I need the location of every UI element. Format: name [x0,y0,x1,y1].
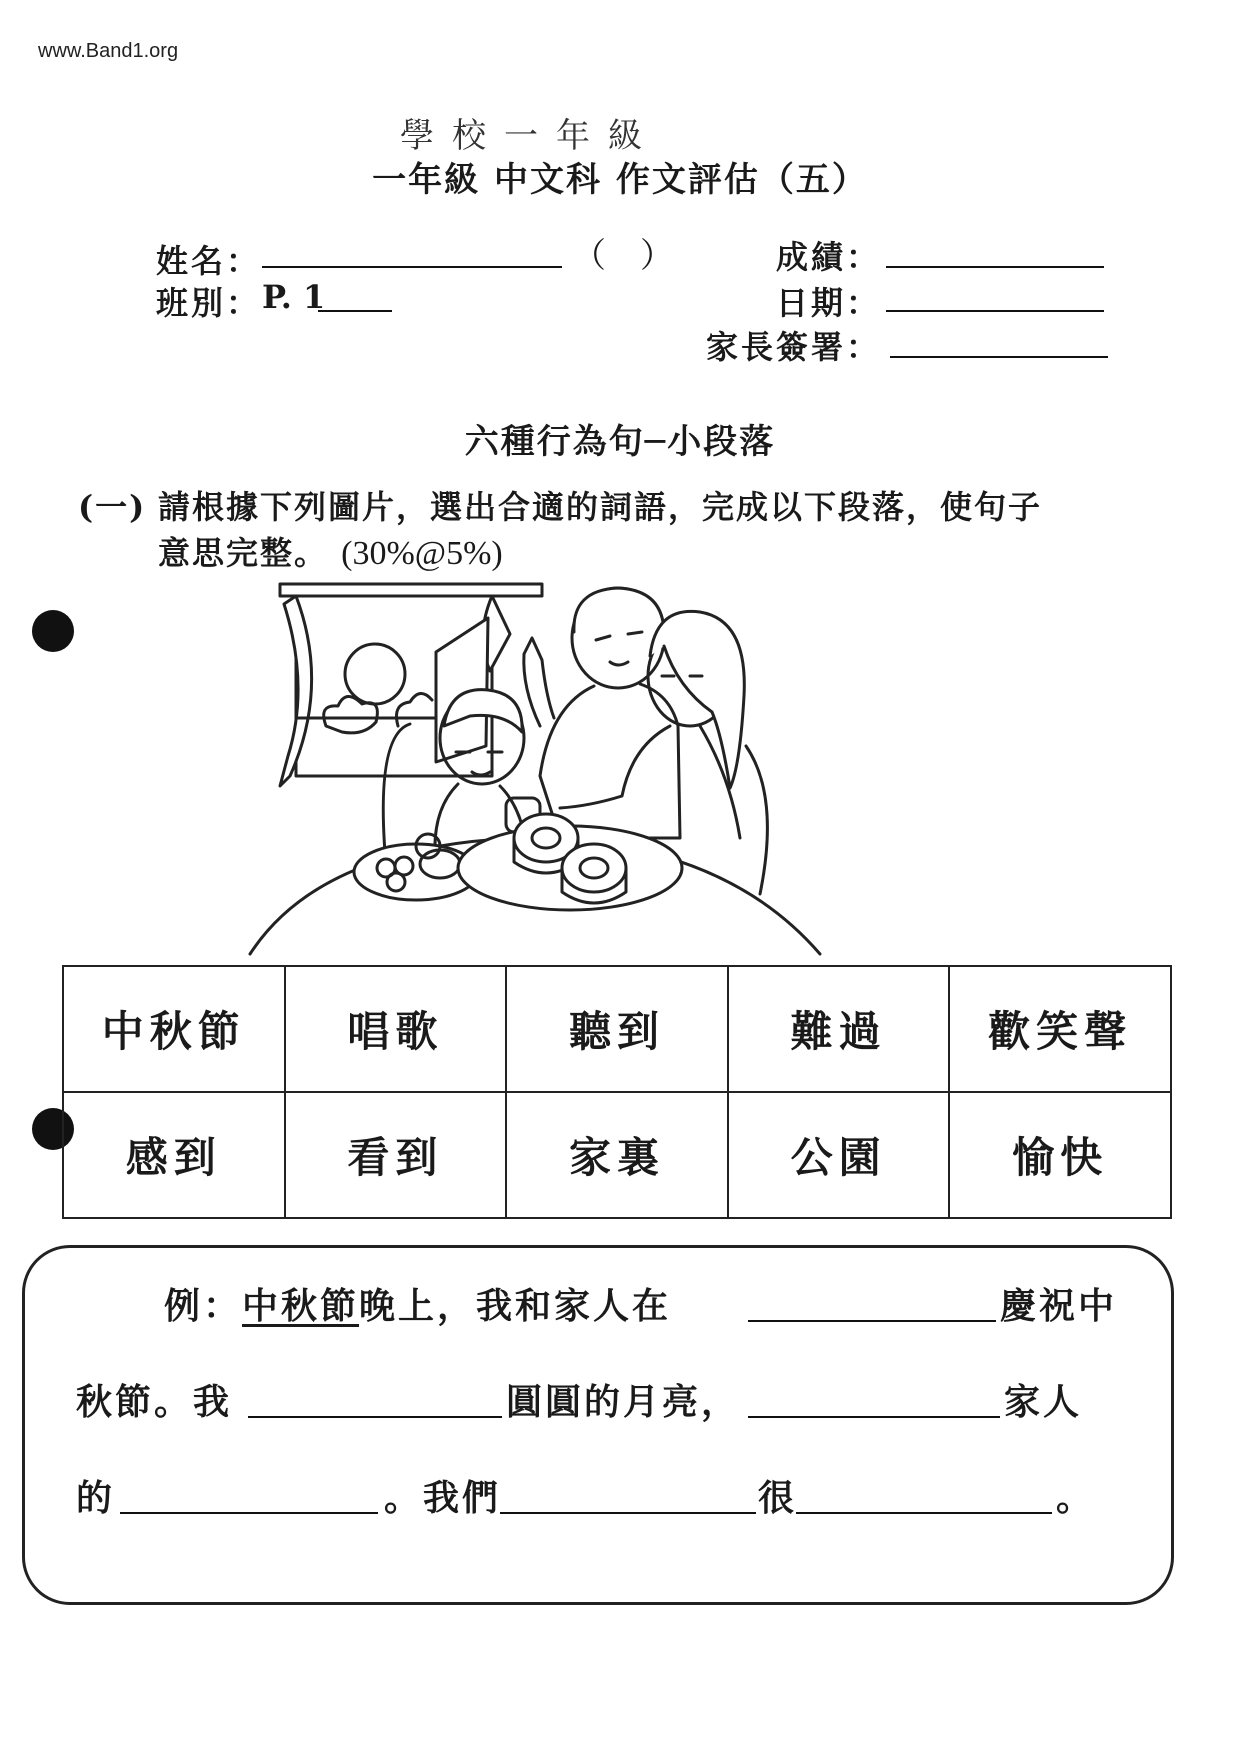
word-option[interactable]: 愉快 [949,1092,1171,1218]
instruction-line-1: 請根據下列圖片，選出合適的詞語，完成以下段落，使句子 [158,488,1043,526]
name-field[interactable] [262,266,562,268]
answer-blank-4[interactable] [120,1510,378,1514]
word-option[interactable]: 感到 [63,1092,285,1218]
parent-signature-field[interactable] [890,356,1108,358]
section-heading: 六種行為句─小段落 [464,422,776,462]
name-label: 姓名： [156,242,262,280]
instruction-line-2: 意思完整。 (30%@5%) [158,534,503,572]
paragraph-text: 家人 [1004,1381,1083,1423]
mooncake-plate-icon [458,814,682,910]
answer-blank-2[interactable] [248,1414,502,1418]
mother-icon [560,611,744,838]
cropped-school-title: 學校一年級 [400,116,660,156]
paragraph-text: 。 [1056,1477,1096,1519]
paragraph-line-1 [164,1278,671,1329]
parent-signature-label: 家長簽署： [706,328,882,366]
paragraph-text: 的 [76,1477,116,1519]
question-number: (一) [78,488,147,526]
word-option[interactable]: 唱歌 [285,966,507,1092]
answer-blank-1[interactable] [748,1318,996,1322]
family-mooncake-illustration-icon [260,576,840,954]
class-field[interactable] [318,310,392,312]
word-bank-row [63,1092,1171,1218]
marks-allocation: (30%@5%) [341,535,503,572]
example-answer: 中秋節 [242,1285,360,1327]
window-icon [280,584,542,786]
date-label: 日期： [776,284,882,322]
full-moon-icon [345,644,405,704]
paragraph-text: 很 [758,1477,798,1519]
page-title: 一年級 中文科 作文評估（五） [372,160,868,200]
binder-hole-top [32,610,74,652]
paragraph-text: 秋節。我 [76,1381,233,1423]
paragraph-text: 慶祝中 [1000,1285,1118,1327]
answer-blank-3[interactable] [748,1414,1000,1418]
word-option[interactable]: 公園 [728,1092,950,1218]
score-label: 成績： [776,238,882,276]
cloud-icon [324,696,378,732]
paragraph-text: 。我們 [384,1477,502,1519]
class-number-paren: （ ） [572,236,674,276]
word-bank-table [62,965,1172,1219]
class-value: P. 1 [262,278,326,316]
word-option[interactable]: 歡笑聲 [949,966,1171,1092]
score-field[interactable] [886,266,1104,268]
class-label: 班別： [156,284,262,322]
answer-blank-6[interactable] [796,1510,1052,1514]
date-field[interactable] [886,310,1104,312]
word-option[interactable]: 中秋節 [63,966,285,1092]
cloud-icon-2 [397,693,433,726]
paragraph-text: 晚上，我和家人在 [359,1285,672,1327]
word-option[interactable]: 家裏 [506,1092,728,1218]
site-watermark: www.Band1.org [38,40,179,62]
example-prefix: 例： [164,1285,243,1327]
word-option[interactable]: 看到 [285,1092,507,1218]
word-option[interactable]: 難過 [728,966,950,1092]
word-bank-row [63,966,1171,1092]
word-option[interactable]: 聽到 [506,966,728,1092]
answer-blank-5[interactable] [500,1510,756,1514]
paragraph-text: 圓圓的月亮， [506,1381,741,1423]
